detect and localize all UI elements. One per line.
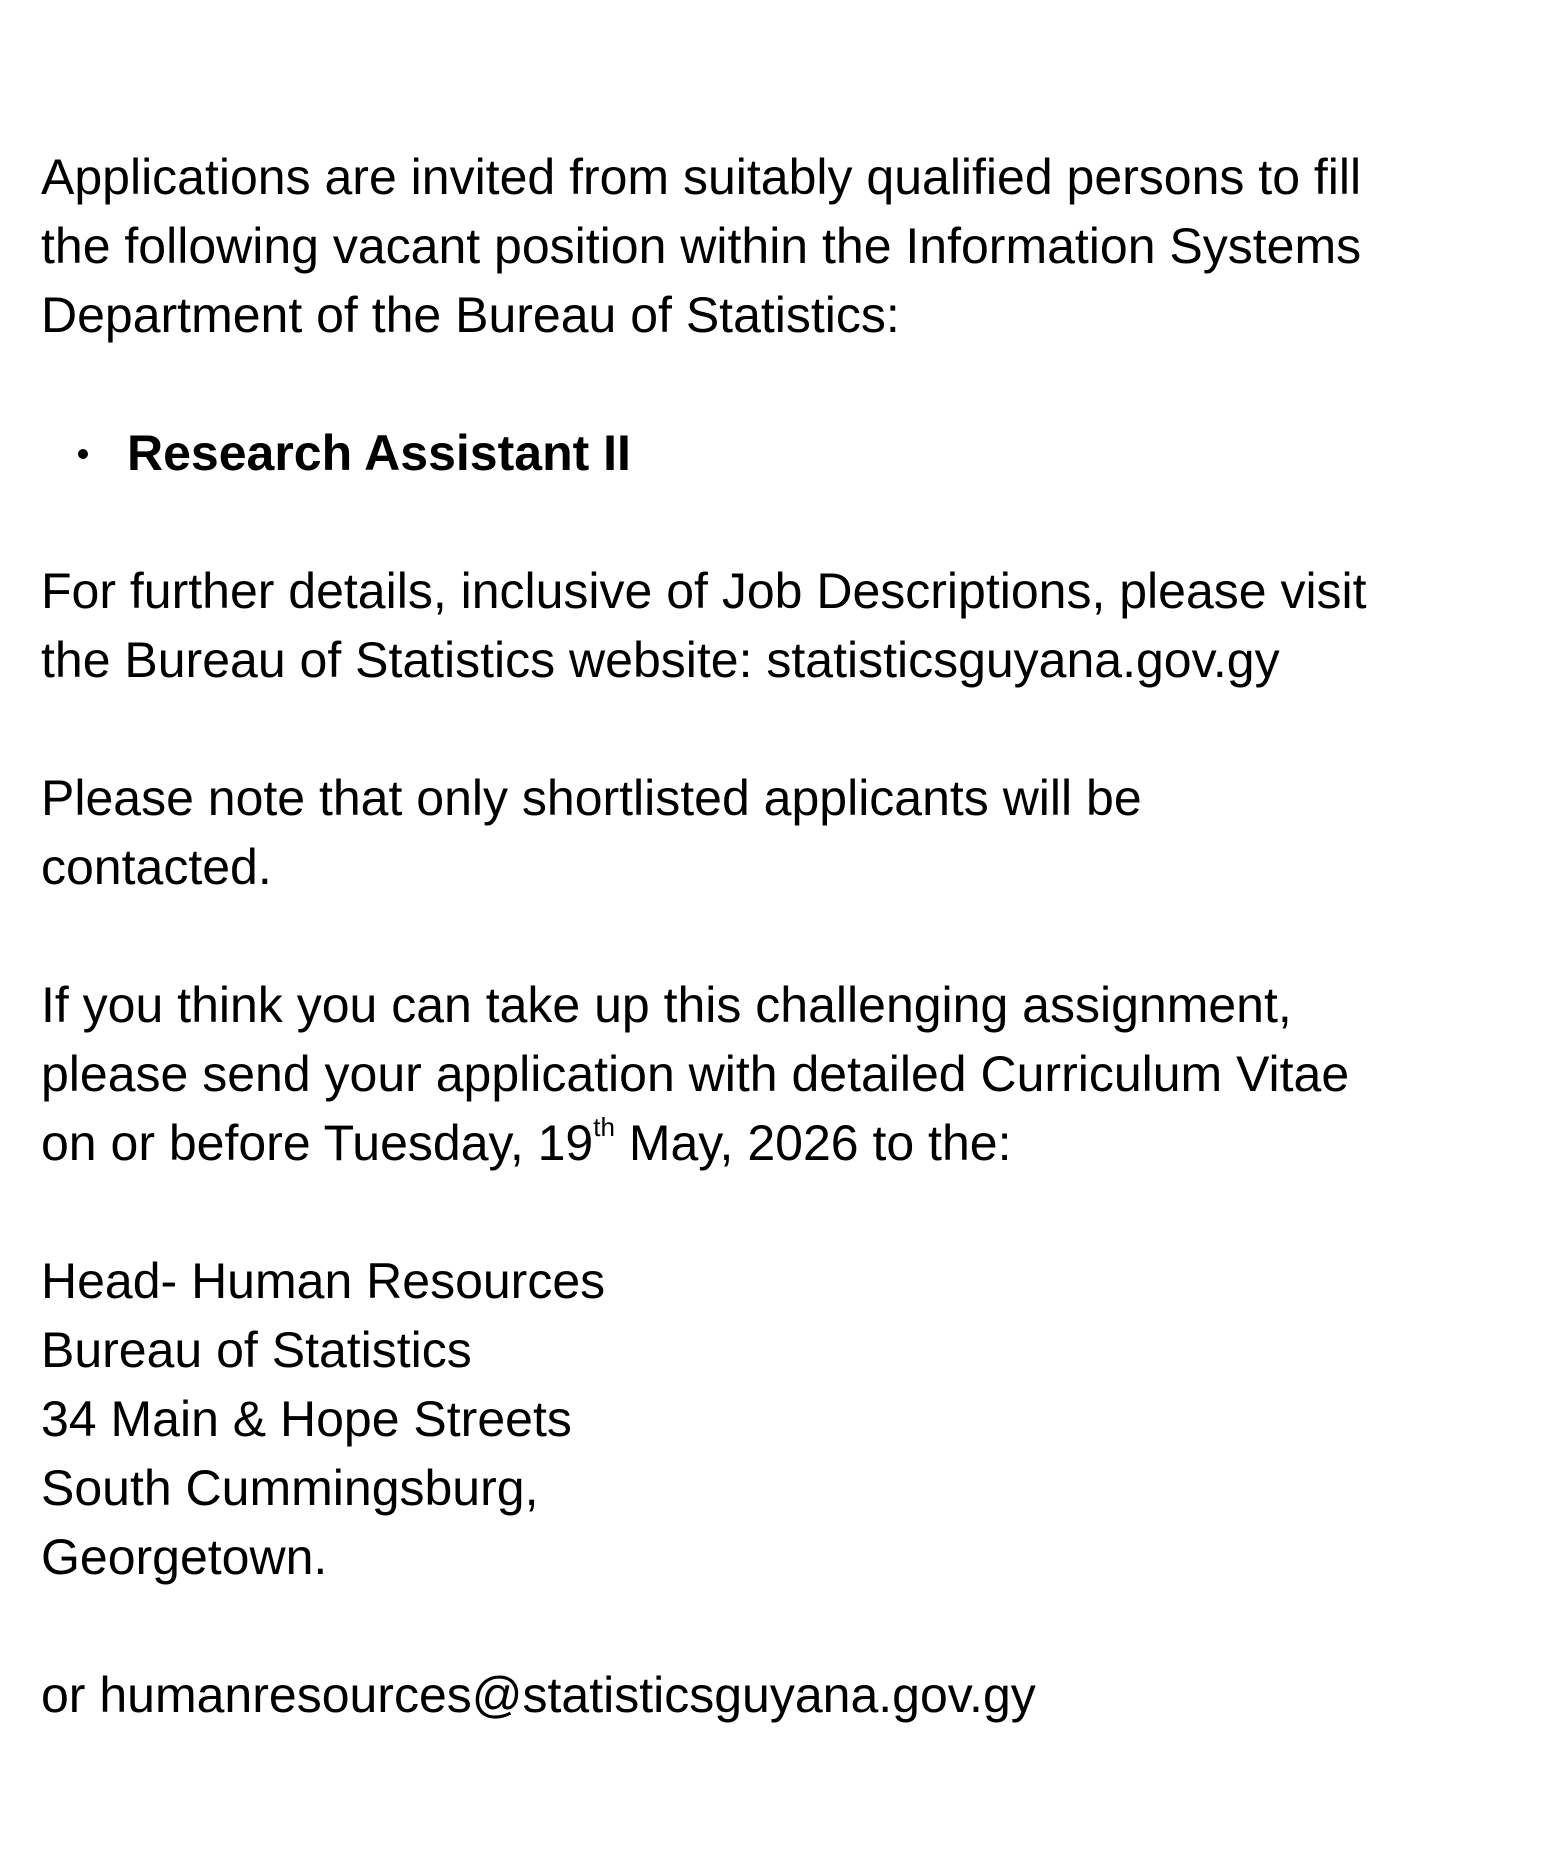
vacancy-notice xyxy=(41,143,1541,1730)
intro-line-3: Department of the Bureau of Statistics: xyxy=(41,287,900,343)
list-item xyxy=(41,419,1541,488)
position-title: Research Assistant II xyxy=(127,425,631,481)
address-line-2: Bureau of Statistics xyxy=(41,1322,472,1378)
address-line-4: South Cummingsburg, xyxy=(41,1460,539,1516)
intro-paragraph xyxy=(41,143,1541,350)
apply-line-3 xyxy=(41,1112,1012,1171)
date-ordinal-suffix: th xyxy=(593,1112,615,1143)
position-list xyxy=(41,419,1541,488)
note-line-2: contacted. xyxy=(41,839,272,895)
apply-line-1: If you think you can take up this challenging assignment, xyxy=(41,977,1292,1033)
note-line-1: Please note that only shortlisted applicants will be xyxy=(41,770,1142,826)
deadline-date: on or before Tuesday, 19 xyxy=(41,1115,594,1171)
email-contact: or humanresources@statisticsguyana.gov.gy xyxy=(41,1667,1036,1723)
intro-line-2: the following vacant position within the Information Systems xyxy=(41,218,1362,274)
deadline-rest: May, 2026 to the: xyxy=(614,1115,1012,1171)
intro-line-1: Applications are invited from suitably qualified persons to fill xyxy=(41,149,1362,205)
note-paragraph xyxy=(41,764,1541,902)
address-line-3: 34 Main & Hope Streets xyxy=(41,1391,572,1447)
bullet-icon xyxy=(78,449,88,459)
apply-line-2: please send your application with detailed Curriculum Vitae xyxy=(41,1046,1350,1102)
address-line-1: Head- Human Resources xyxy=(41,1253,606,1309)
details-line-1: For further details, inclusive of Job Descriptions, please visit xyxy=(41,563,1367,619)
mailing-address xyxy=(41,1247,1541,1592)
apply-paragraph xyxy=(41,971,1541,1178)
address-line-5: Georgetown. xyxy=(41,1529,328,1585)
details-paragraph xyxy=(41,557,1541,695)
details-line-2: the Bureau of Statistics website: statisticsguyana.gov.gy xyxy=(41,632,1280,688)
